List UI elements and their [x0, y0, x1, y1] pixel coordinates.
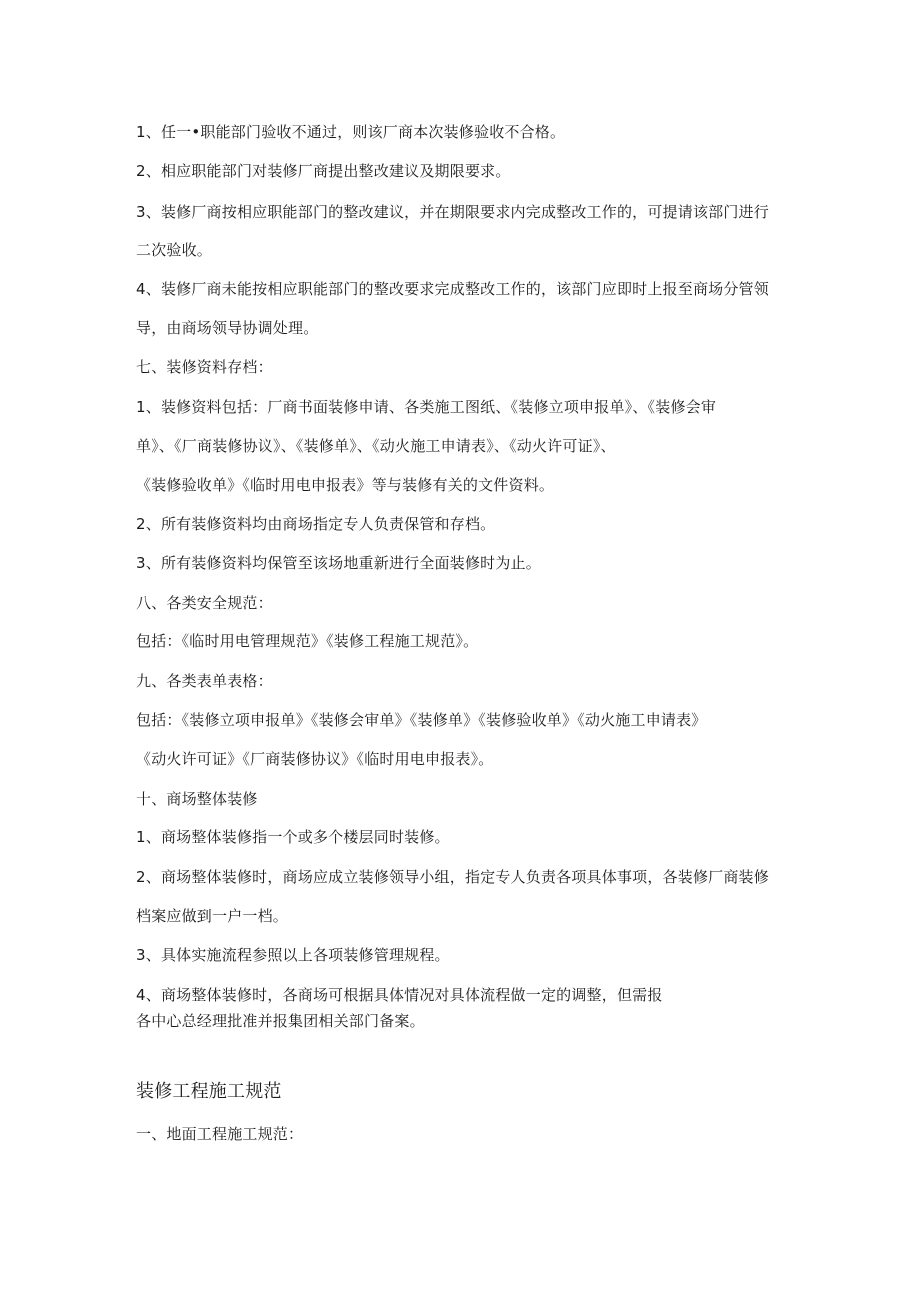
paragraph-line: 导，由商场领导协调处理。: [136, 319, 319, 337]
subsection-heading: 一、地面工程施工规范：: [136, 1125, 304, 1143]
section-heading: 八、各类安全规范：: [136, 594, 273, 612]
paragraph-line: 3、装修厂商按相应职能部门的整改建议，并在期限要求内完成整改工作的，可提请该部门进行: [136, 203, 769, 221]
section-heading: 十、商场整体装修: [136, 790, 258, 808]
paragraph-line: 单》、《厂商装修协议》、《装修单》、《动火施工申请表》、《动火许可证》、: [136, 437, 616, 455]
paragraph-line: 4、装修厂商未能按相应职能部门的整改要求完成整改工作的，该部门应即时上报至商场分管领: [136, 280, 769, 298]
paragraph-line: 各中心总经理批准并报集团相关部门备案。: [136, 1012, 425, 1030]
section-heading: 七、装修资料存档：: [136, 358, 273, 376]
paragraph-line: 档案应做到一户一档。: [136, 907, 289, 925]
paragraph-line: 3、所有装修资料均保管至该场地重新进行全面装修时为止。: [136, 554, 541, 572]
document-title: 装修工程施工规范: [136, 1081, 282, 1102]
paragraph-line: 《装修验收单》《临时用电申报表》等与装修有关的文件资料。: [136, 476, 555, 494]
paragraph-line: 1、任一•职能部门验收不通过，则该厂商本次装修验收不合格。: [136, 123, 566, 141]
paragraph-line: 《动火许可证》《厂商装修协议》《临时用电申报表》。: [136, 750, 494, 768]
paragraph-line: 3、具体实施流程参照以上各项装修管理规程。: [136, 946, 450, 964]
paragraph-line: 2、所有装修资料均由商场指定专人负责保管和存档。: [136, 515, 496, 533]
paragraph-line: 2、商场整体装修时，商场应成立装修领导小组，指定专人负责各项具体事项，各装修厂商装修: [136, 868, 769, 886]
paragraph-line: 2、相应职能部门对装修厂商提出整改建议及期限要求。: [136, 162, 511, 180]
paragraph-line: 1、商场整体装修指一个或多个楼层同时装修。: [136, 828, 450, 846]
paragraph-line: 包括：《装修立项申报单》《装修会审单》《装修单》《装修验收单》《动火施工申请表》: [136, 711, 707, 729]
paragraph-line: 二次验收。: [136, 241, 213, 259]
paragraph-line: 4、商场整体装修时，各商场可根据具体情况对具体流程做一定的调整，但需报: [136, 986, 663, 1004]
section-heading: 九、各类表单表格：: [136, 672, 273, 690]
paragraph-line: 1、装修资料包括：厂商书面装修申请、各类施工图纸、《装修立项申报单》、《装修会审: [136, 398, 717, 416]
paragraph-line: 包括：《临时用电管理规范》《装修工程施工规范》。: [136, 632, 479, 650]
